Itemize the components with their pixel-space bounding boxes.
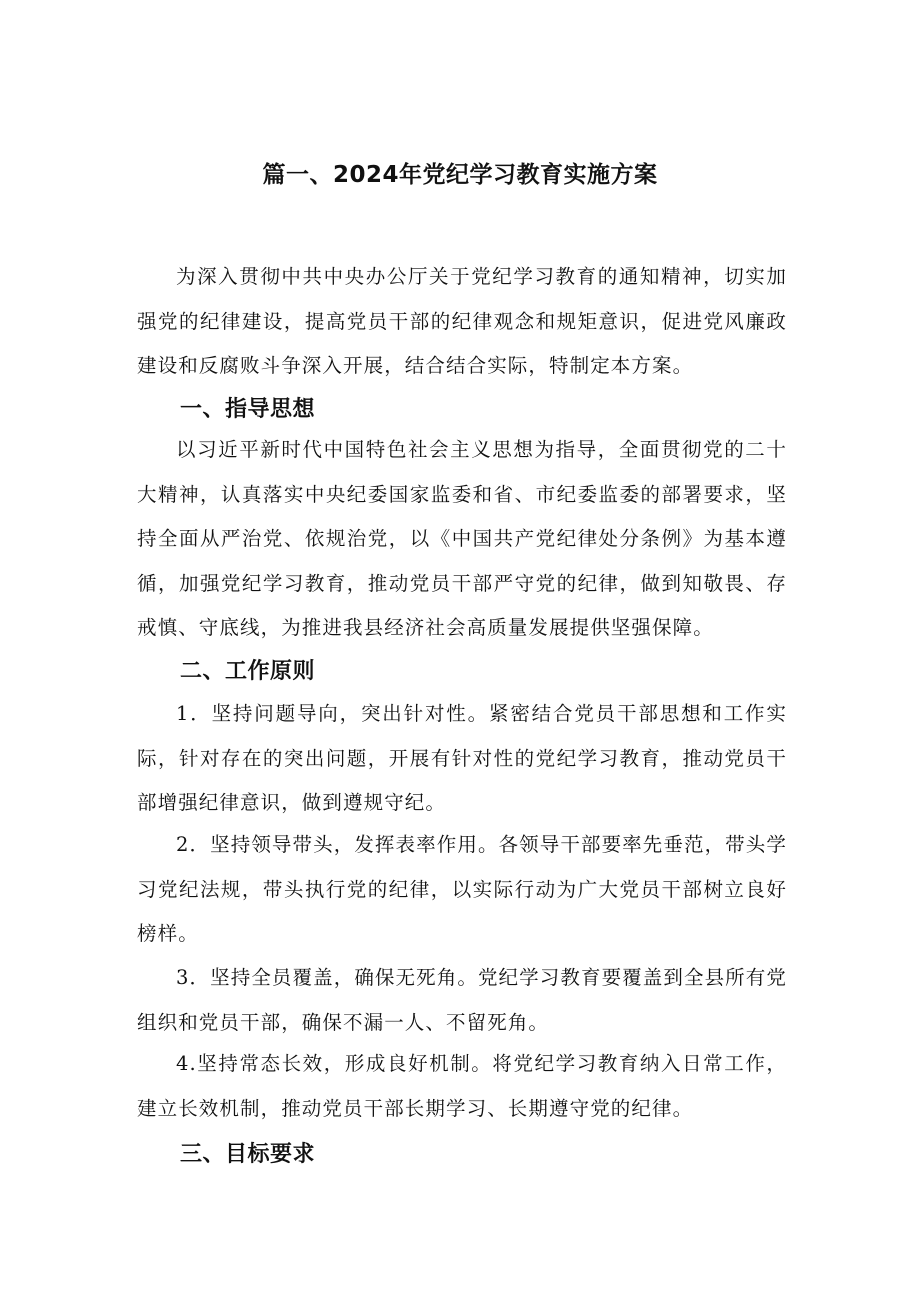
principle-item-1: 1．坚持问题导向，突出针对性。紧密结合党员干部思想和工作实际，针对存在的突出问题，开展有针对性的党纪学习教育，推动党员干部增强纪律意识，做到遵规守纪。 (137, 702, 787, 814)
principle-item-3: 3．坚持全员覆盖，确保无死角。党纪学习教育要覆盖到全县所有党组织和党员干部，确保不漏一人、不留死角。 (137, 966, 787, 1034)
intro-paragraph: 为深入贯彻中共中央办公厅关于党纪学习教育的通知精神，切实加强党的纪律建设，提高党员干部的纪律观念和规矩意识，促进党风廉政建设和反腐败斗争深入开展，结合结合实际，特制定本方案。 (137, 265, 787, 377)
principle-item-4: 4.坚持常态长效，形成良好机制。将党纪学习教育纳入日常工作，建立长效机制，推动党员干部长期学习、长期遵守党的纪律。 (137, 1052, 787, 1120)
guiding-thought-paragraph: 以习近平新时代中国特色社会主义思想为指导，全面贯彻党的二十大精神，认真落实中央纪委国家监委和省、市纪委监委的部署要求，坚持全面从严治党、依规治党，以《中国共产党纪律处分条例》为基本遵循，加强党纪学习教育，推动党员干部严守党的纪律，做到知敬畏、存戒慎、守底线，为推进我县经济社会高质量发展提供坚强保障。 (137, 438, 787, 639)
section-heading-guiding-thought: 一、指导思想 (180, 397, 316, 422)
section-heading-goals: 三、目标要求 (180, 1142, 316, 1167)
document-title: 篇一、2024年党纪学习教育实施方案 (262, 162, 658, 188)
principle-item-2: 2．坚持领导带头，发挥表率作用。各领导干部要率先垂范，带头学习党纪法规，带头执行党的纪律，以实际行动为广大党员干部树立良好榜样。 (137, 833, 787, 945)
section-heading-work-principles: 二、工作原则 (180, 659, 316, 684)
